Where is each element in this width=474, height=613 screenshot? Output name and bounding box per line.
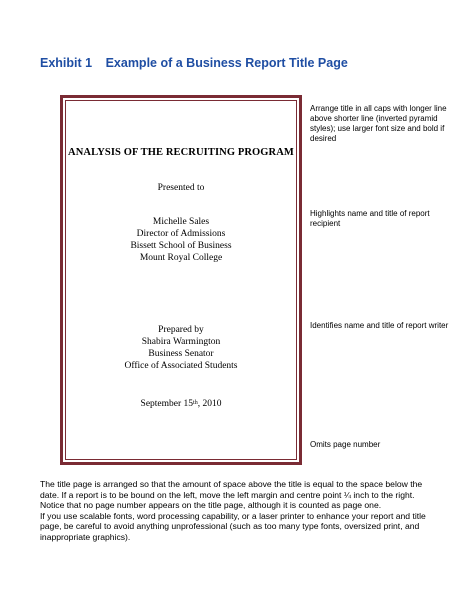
explanation-paragraph-2: If you use scalable fonts, word processing capability, or a laser printer to enhance your report and title page, be careful to avoid anything unprofessional (such as too many type fonts, oversized print, and inappropriate graphics). <box>40 510 426 542</box>
recipient-title: Director of Admissions <box>136 229 226 239</box>
exhibit-number: Exhibit 1 <box>40 56 93 70</box>
exhibit-title: Example of a Business Report Title Page <box>105 56 348 70</box>
date-suffix: th <box>193 400 198 406</box>
annotation-writer: Identifies name and title of report writer <box>310 321 449 330</box>
date-rest: , 2010 <box>197 399 222 409</box>
recipient-college: Mount Royal College <box>139 253 223 263</box>
annotation-recipient: Highlights name and title of report recipient <box>310 209 430 228</box>
presented-to-text: Presented to <box>157 183 205 193</box>
report-date <box>63 398 299 410</box>
recipient-organization: Bissett School of Business <box>130 241 232 251</box>
writer-block <box>63 324 299 372</box>
recipient-name: Michelle Sales <box>152 217 210 227</box>
prepared-by-label: Prepared by <box>158 325 204 335</box>
date-prefix: September 15 <box>140 399 194 409</box>
writer-title: Business Senator <box>148 349 214 359</box>
annotation-page-number: Omits page number <box>310 440 381 449</box>
report-title: ANALYSIS OF THE RECRUITING PROGRAM <box>68 147 294 158</box>
writer-name: Shabira Warmington <box>141 337 221 347</box>
exhibit-heading <box>40 56 348 70</box>
recipient-block <box>63 216 299 264</box>
writer-office: Office of Associated Students <box>124 361 238 371</box>
explanation-text <box>40 479 435 543</box>
presented-to-label <box>63 182 299 194</box>
title-page-content <box>63 98 299 462</box>
explanation-paragraph-1: The title page is arranged so that the amount of space above the title is equal to the space below the date. If a report is to be bound on the left, move the left margin and centre point ¼ inch to the right. Notice that no page number appears on the title page, although it is counted as page one. <box>40 479 423 511</box>
title-page-frame <box>60 95 302 465</box>
annotation-title: Arrange title in all caps with longer line above shorter line (inverted pyramid styles); use larger font size and bold if desired <box>310 104 447 143</box>
